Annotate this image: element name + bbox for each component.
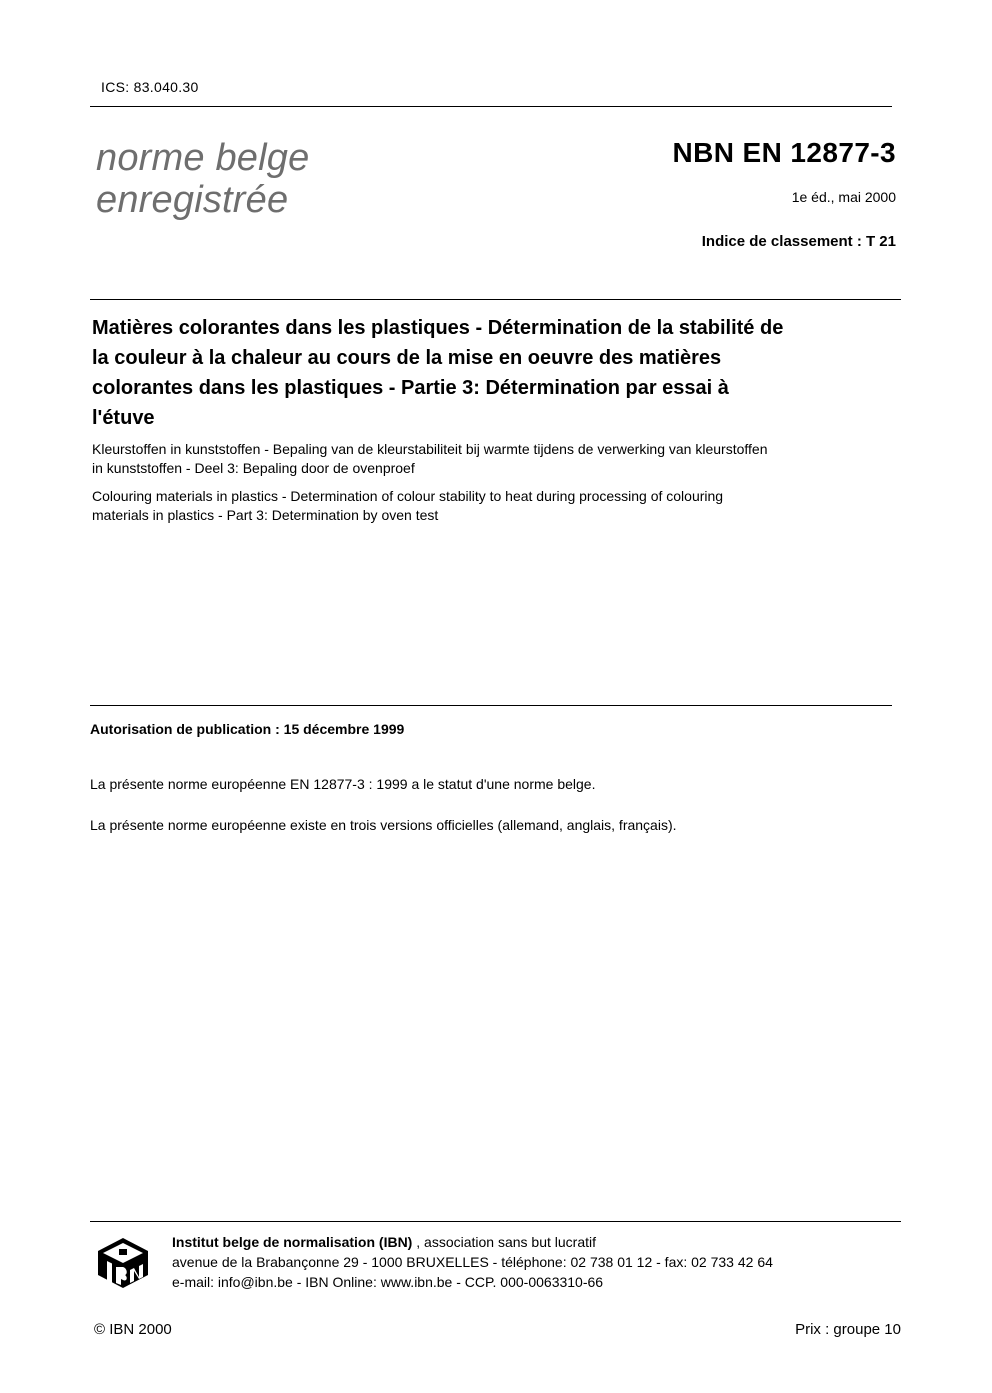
institute-heading [172,1232,773,1252]
edition-date: 1e éd., mai 2000 [791,189,896,205]
title-french [92,313,904,433]
publication-authorisation: Autorisation de publication : 15 décembre 1999 [90,721,405,737]
header-divider [90,106,892,107]
standard-number: NBN EN 12877-3 [672,137,896,168]
brand-line-2: enregistrée [96,179,289,221]
title-dutch [92,440,904,478]
title-english [92,487,904,525]
institute-contact: e-mail: info@ibn.be - IBN Online: www.ibn.be - CCP. 000-0063310-66 [172,1274,604,1290]
ibn-logo-icon [97,1237,149,1289]
title-english-line-1: Colouring materials in plastics - Determination of colour stability to heat during processing of colouring [92,488,724,504]
title-divider [90,299,901,300]
title-french-line-4: l'étuve [92,407,155,429]
institute-name: Institut belge de normalisation (IBN) [172,1234,413,1250]
institute-suffix: , association sans but lucratif [412,1234,597,1250]
publication-divider [90,705,892,706]
title-french-line-3: colorantes dans les plastiques - Partie 3: Détermination par essai à [92,377,729,399]
status-paragraph: La présente norme européenne EN 12877-3 : 1999 a le statut d'une norme belge. [90,776,596,792]
title-english-line-2: materials in plastics - Part 3: Determination by oven test [92,507,439,523]
title-dutch-line-2: in kunststoffen - Deel 3: Bepaling door de ovenproef [92,460,415,476]
title-french-line-2: la couleur à la chaleur au cours de la mise en oeuvre des matières [92,347,722,369]
brand-line-1: norme belge [96,137,310,179]
brand-title [96,137,309,221]
ics-code: ICS: 83.040.30 [101,79,199,95]
institute-info [172,1232,773,1292]
versions-paragraph: La présente norme européenne existe en trois versions officielles (allemand, anglais, français). [90,817,677,833]
title-french-line-1: Matières colorantes dans les plastiques - Détermination de la stabilité de [92,317,784,339]
classification-index: Indice de classement : T 21 [701,233,896,250]
title-dutch-line-1: Kleurstoffen in kunststoffen - Bepaling van de kleurstabiliteit bij warmte tijdens de verwerking van kleurstoffen [92,441,768,457]
copyright-notice: © IBN 2000 [94,1321,172,1338]
footer-divider [90,1221,901,1222]
institute-address: avenue de la Brabançonne 29 - 1000 BRUXELLES - téléphone: 02 738 01 12 - fax: 02 733 42 64 [172,1254,773,1270]
price-group: Prix : groupe 10 [795,1321,901,1338]
